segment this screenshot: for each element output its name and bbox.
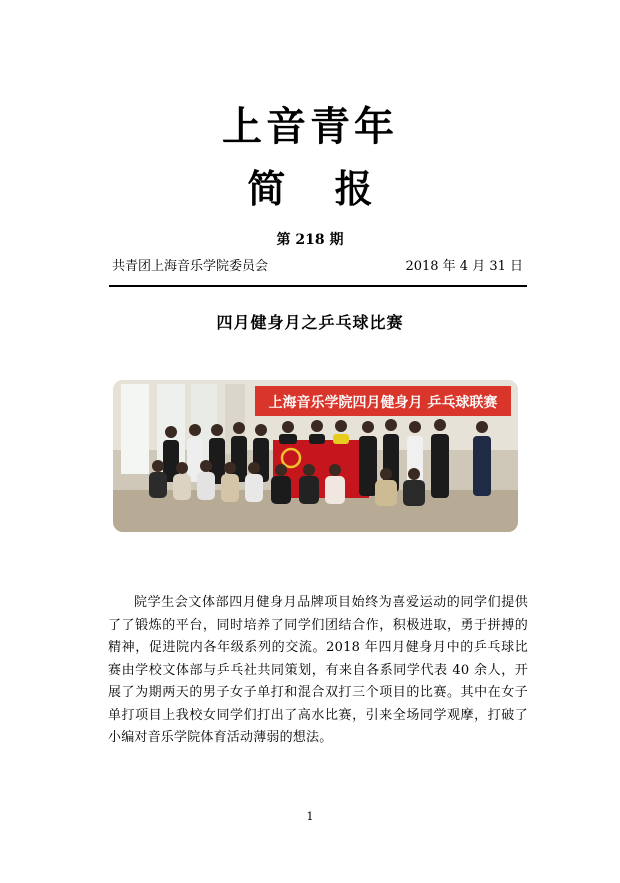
newsletter-title: 上音青年 (222, 103, 398, 150)
group-photo (113, 380, 518, 532)
page-number: 1 (306, 810, 314, 823)
article-body: 院学生会文体部四月健身月品牌项目始终为喜爱运动的同学们提供了了锻炼的平台，同时培养了同学们团结合作，积极进取，勇于拼搏的精神，促进院内各年级系列的交流。2018 年四月健身月中的乒乓球比赛由学校文体部与乒乓社共同策划，有来自各系同学代表 40 余人，开展了为期两天的男子女子单打和混合双打三个项目的比赛。其中在女子单打项目上我校女同学们打出了高水比赛，引来全场同学观摩，打破了小编对音乐学院体育活动薄弱的想法。 (108, 595, 528, 745)
organization-name: 共青团上海音乐学院委员会 (112, 259, 269, 274)
banner-text: 上海音乐学院四月健身月 乒乓球联赛 (268, 395, 498, 411)
issue-number: 第 218 期 (276, 232, 344, 248)
article-headline: 四月健身月之乒乓球比赛 (216, 313, 404, 332)
header-divider (109, 285, 527, 287)
publish-date: 2018 年 4 月 31 日 (405, 259, 523, 274)
newsletter-subtitle: 简 报 (247, 166, 391, 211)
